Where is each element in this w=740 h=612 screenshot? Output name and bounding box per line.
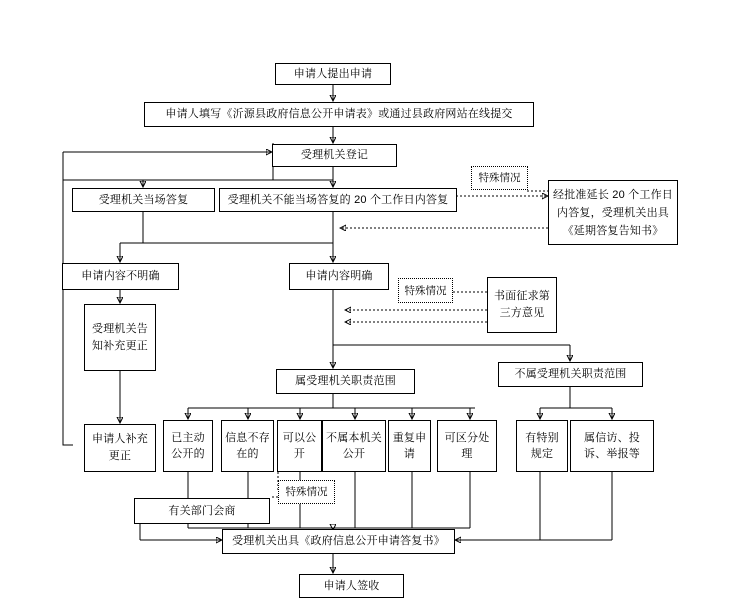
note-special-3-label: 特殊情况	[285, 486, 328, 498]
node-not-this-agency	[322, 420, 386, 472]
note-special-3	[278, 480, 335, 504]
node-letters-visits-label: 属信访、投诉、举报等	[584, 432, 640, 460]
node-apply	[275, 63, 391, 85]
node-extend-notice-label: 经批准延长 20 个工作日内答复，受理机关出具《延期答复告知书》	[553, 188, 673, 237]
node-applicant-sign-label: 申请人签收	[323, 579, 380, 592]
node-reply-20days-label: 受理机关不能当场答复的 20 个工作日内答复	[227, 193, 449, 206]
node-applicant-correct-label: 申请人补充更正	[92, 433, 148, 462]
note-special-2-label: 特殊情况	[404, 284, 447, 297]
node-fill-form	[144, 102, 534, 127]
node-can-public	[277, 420, 322, 472]
node-special-rule-label: 有特别规定	[525, 432, 559, 460]
node-separable-label: 可区分处理	[444, 432, 490, 460]
node-content-unclear	[62, 263, 179, 290]
note-special-1-label: 特殊情况	[478, 172, 521, 184]
node-issue-reply-label: 受理机关出具《政府信息公开申请答复书》	[232, 535, 445, 547]
node-in-scope	[276, 369, 415, 394]
node-content-clear-label: 申请内容明确	[305, 270, 373, 282]
note-special-2	[398, 278, 453, 303]
node-applicant-sign	[299, 574, 404, 598]
node-applicant-correct	[84, 424, 156, 472]
node-repeat-apply-label: 重复申请	[392, 432, 427, 460]
node-already-public	[163, 420, 213, 472]
note-special-1	[471, 166, 528, 190]
node-repeat-apply	[388, 420, 431, 472]
node-extend-notice	[548, 180, 678, 245]
node-not-exist-label: 信息不存在的	[225, 432, 270, 460]
node-already-public-label: 已主动公开的	[171, 432, 205, 460]
node-special-rule	[516, 420, 568, 472]
node-issue-reply	[222, 529, 455, 554]
node-reply-onsite	[72, 188, 215, 212]
node-can-public-label: 可以公开	[282, 432, 317, 460]
node-reply-onsite-label: 受理机关当场答复	[98, 193, 189, 206]
node-fill-form-label: 申请人填写《沂源县政府信息公开申请表》或通过县政府网站在线提交	[165, 108, 513, 120]
node-register-label: 受理机关登记	[300, 149, 369, 161]
node-third-party-opinion	[487, 277, 557, 333]
node-reply-20days	[219, 188, 457, 212]
node-apply-label: 申请人提出申请	[293, 67, 373, 80]
node-notify-correct-label: 受理机关告知补充更正	[92, 322, 148, 352]
node-out-scope	[498, 362, 643, 387]
node-in-scope-label: 属受理机关职责范围	[295, 375, 396, 387]
node-register	[272, 144, 397, 167]
node-content-clear	[289, 263, 389, 290]
node-not-exist	[221, 420, 274, 472]
node-not-this-agency-label: 不属本机关公开	[326, 432, 382, 460]
node-notify-correct	[84, 304, 156, 371]
node-consult-departments-label: 有关部门会商	[168, 504, 236, 517]
node-consult-departments	[134, 498, 270, 524]
node-separable	[437, 420, 497, 472]
node-content-unclear-label: 申请内容不明确	[81, 270, 160, 282]
node-out-scope-label: 不属受理机关职责范围	[514, 368, 627, 380]
node-letters-visits	[570, 420, 654, 472]
node-third-party-opinion-label: 书面征求第三方意见	[494, 290, 550, 319]
